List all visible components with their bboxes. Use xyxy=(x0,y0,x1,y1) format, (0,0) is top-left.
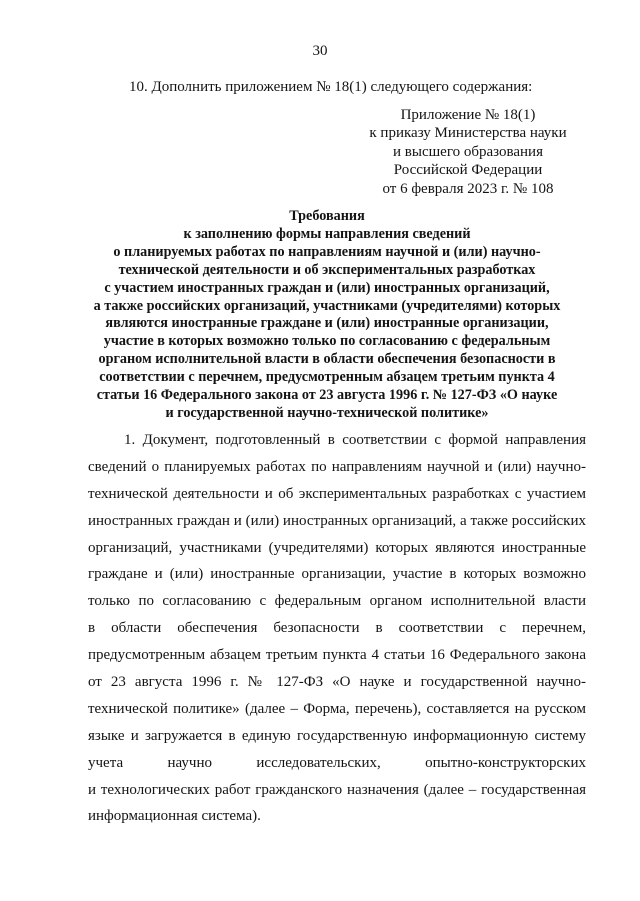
paragraph-line: 1. Документ, подготовленный в соответствии с формой направления xyxy=(124,432,586,448)
paragraph-line: технической политике» (далее – Форма, перечень), составляется на русском xyxy=(88,700,586,717)
paragraph-line: предусмотренным абзацем третьим пункта 4 статьи 16 Федерального закона xyxy=(88,647,586,664)
title-line: Требования xyxy=(289,208,365,224)
paragraph-line: организаций, участниками (учредителями) которых являются иностранные xyxy=(88,539,586,556)
paragraph-line: только по согласованию с федеральным органом исполнительной власти xyxy=(88,593,586,610)
paragraph-line: языке и загружается в единую государственную информационную систему xyxy=(88,727,586,744)
title-line: и государственной научно-технической политике» xyxy=(165,404,489,421)
appendix-header-line: и высшего образования xyxy=(393,143,543,160)
paragraph-line: и технологических работ гражданского назначения (далее – государственная xyxy=(88,781,586,798)
paragraph-line: учета научно исследовательских, опытно-конструкторских xyxy=(88,754,586,771)
paragraph-line: граждане и (или) иностранные организации, участие в которых возможно xyxy=(88,566,586,583)
paragraph-line: сведений о планируемых работах по направлениям научной и (или) научно- xyxy=(88,458,586,475)
paragraph-line: от 23 августа 1996 г. № 127-ФЗ «О науке и государственной научно- xyxy=(88,674,586,691)
requirements-title xyxy=(78,208,576,423)
appendix-header-line: Приложение № 18(1) xyxy=(400,107,536,123)
appendix-header-line: Российской Федерации xyxy=(393,162,543,179)
title-line: с участием иностранных граждан и (или) иностранных организаций, xyxy=(104,279,550,296)
title-line: соответствии с перечнем, предусмотренным абзацем третьим пункта 4 xyxy=(99,369,555,386)
paragraph-line: иностранных граждан и (или) иностранных организаций, а также российских xyxy=(88,512,586,529)
paragraph-line: технической деятельности и об экспериментальных разработках с участием xyxy=(88,485,586,502)
appendix-header-line: от 6 февраля 2023 г. № 108 xyxy=(382,180,554,197)
title-line: о планируемых работах по направлениям научной и (или) научно- xyxy=(113,243,541,260)
title-line: органом исполнительной власти в области обеспечения безопасности в xyxy=(98,351,556,368)
appendix-header xyxy=(350,106,586,198)
title-line: технической деятельности и об экспериментальных разработках xyxy=(118,261,536,278)
title-line: статьи 16 Федерального закона от 23 августа 1996 г. № 127-ФЗ «О науке xyxy=(96,387,558,404)
title-line: а также российских организаций, участниками (учредителями) которых xyxy=(93,297,561,314)
paragraph-line: в области обеспечения безопасности в соответствии с перечнем, xyxy=(88,620,586,637)
paragraph-1 xyxy=(88,427,586,830)
amendment-instruction: 10. Дополнить приложением № 18(1) следующего содержания: xyxy=(129,79,533,95)
appendix-header-line: к приказу Министерства науки xyxy=(369,125,567,142)
page-number: 30 xyxy=(312,43,328,59)
title-line: к заполнению формы направления сведений xyxy=(183,225,471,242)
paragraph-line: информационная система). xyxy=(88,808,261,825)
title-line: являются иностранные граждане и (или) иностранные организации, xyxy=(105,315,549,332)
title-line: участие в которых возможно только по согласованию с федеральным xyxy=(103,333,551,350)
